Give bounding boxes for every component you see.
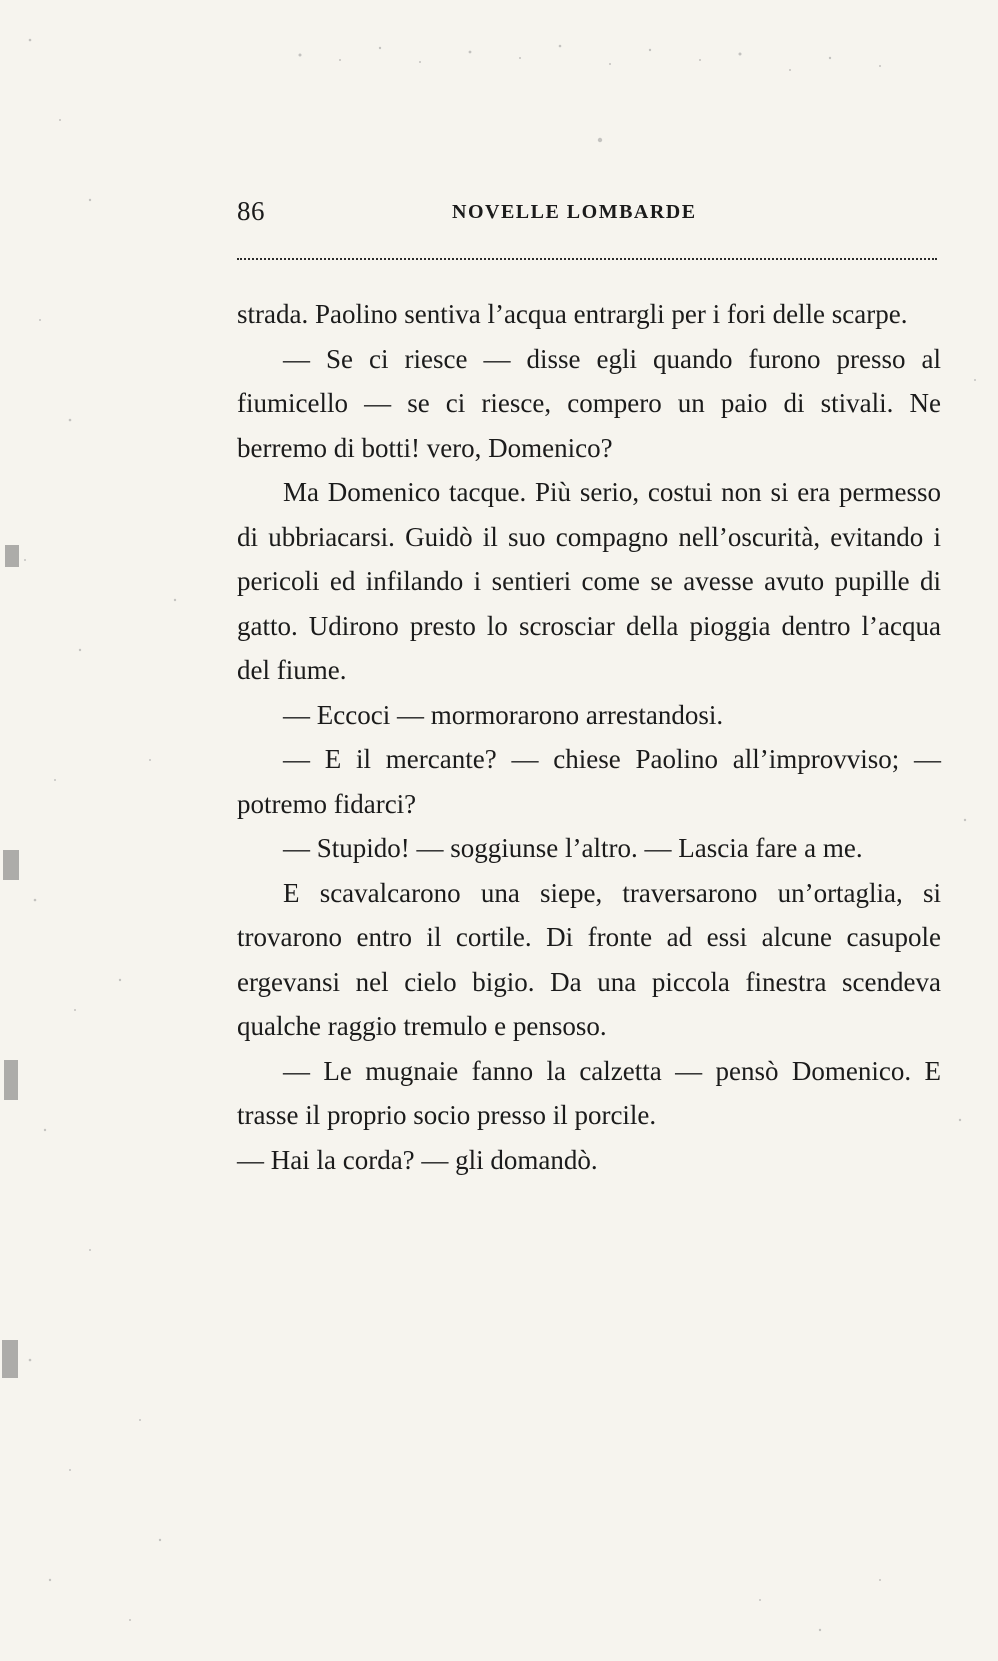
- running-head: NOVELLE LOMBARDE: [452, 201, 697, 223]
- header-rule: [237, 258, 937, 260]
- body-text: [237, 292, 941, 1182]
- paragraph: strada. Paolino sentiva l’acqua entrargli per i fori delle scarpe.: [237, 299, 908, 329]
- page-header: [237, 196, 937, 236]
- paragraph: Ma Domenico tacque. Più serio, costui non si era permesso di ubbriacarsi. Guidò il suo compagno nell’oscurità, evitando i pericoli ed infilando i sentieri come se avesse avuto pupille di gatto. Udirono presto lo scrosciar della pioggia dentro l’acqua del fiume.: [237, 477, 941, 685]
- paragraph: — Stupido! — soggiunse l’altro. — Lascia fare a me.: [283, 833, 863, 863]
- paragraph: — Hai la corda? — gli domandò.: [237, 1144, 598, 1175]
- paragraph: E scavalcarono una siepe, traversarono un’ortaglia, si trovarono entro il cortile. Di fronte ad essi alcune casupole ergevansi nel cielo bigio. Da una piccola finestra scendeva qualche raggio tremulo e pensoso.: [237, 877, 941, 1041]
- paragraph: — Le mugnaie fanno la calzetta — pensò Domenico. E trasse il proprio socio presso il porcile.: [237, 1055, 941, 1130]
- paragraph: — E il mercante? — chiese Paolino all’improvviso; — potremo fidarci?: [237, 744, 941, 819]
- paragraph: — Se ci riesce — disse egli quando furono presso al fiumicello — se ci riesce, compero un paio di stivali. Ne berremo di botti! vero, Domenico?: [237, 343, 941, 463]
- paragraph: — Eccoci — mormorarono arrestandosi.: [283, 699, 724, 730]
- page-number: 86: [237, 196, 265, 226]
